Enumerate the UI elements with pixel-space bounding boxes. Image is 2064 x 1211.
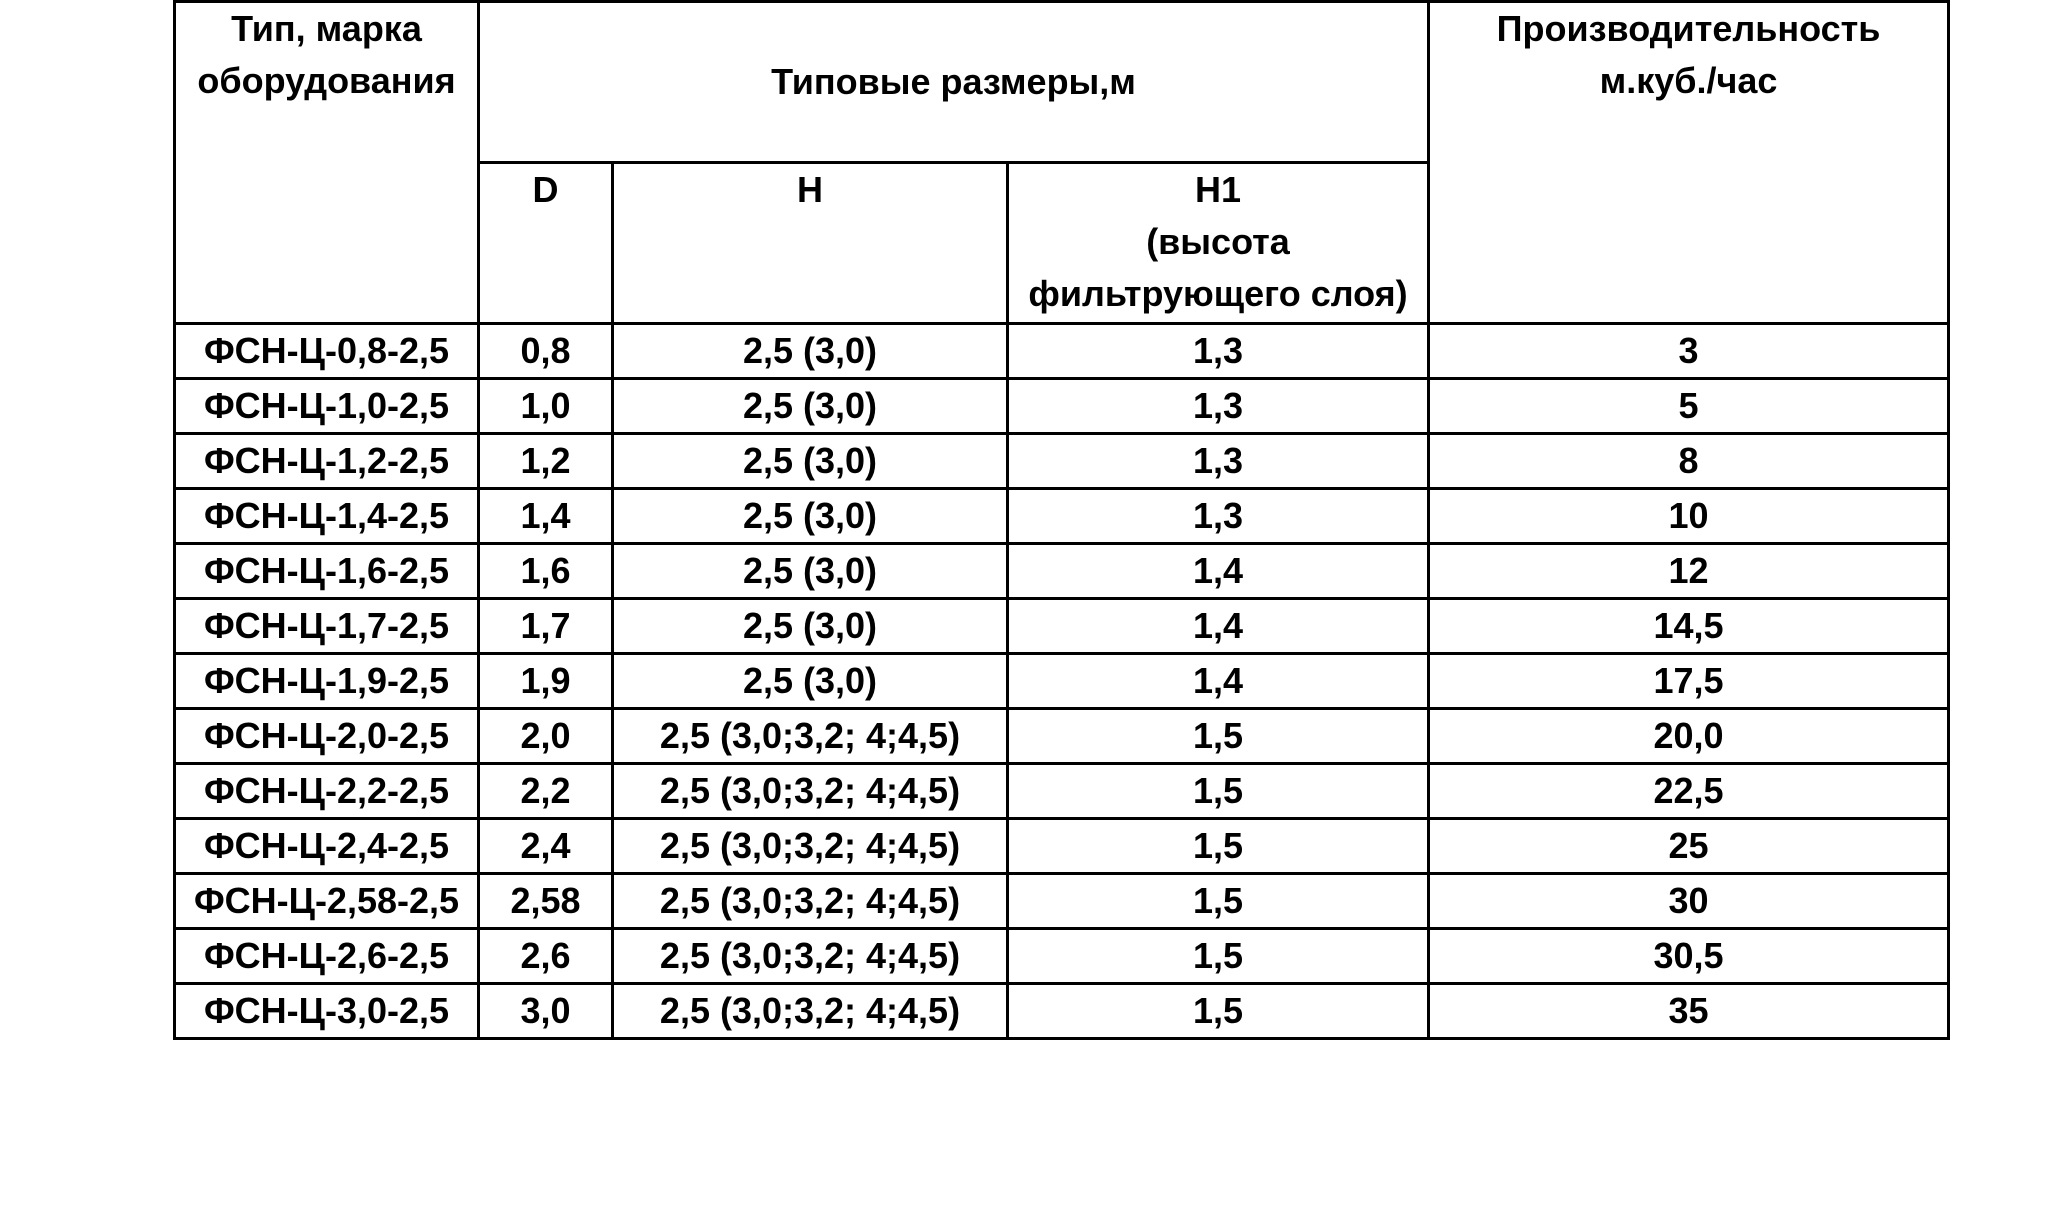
table-row (175, 929, 1949, 984)
cell-model: ФСН-Ц-3,0-2,5 (175, 984, 479, 1039)
table-row (175, 599, 1949, 654)
cell-model: ФСН-Ц-1,7-2,5 (175, 599, 479, 654)
header-perf-line2: м.куб./час (1599, 60, 1778, 101)
header-equipment-type (175, 2, 479, 324)
table-row (175, 489, 1949, 544)
cell-performance: 12 (1429, 544, 1949, 599)
cell-height: 2,5 (3,0;3,2; 4;4,5) (613, 819, 1008, 874)
cell-diameter: 3,0 (479, 984, 613, 1039)
cell-height: 2,5 (3,0) (613, 544, 1008, 599)
cell-performance: 14,5 (1429, 599, 1949, 654)
cell-height: 2,5 (3,0) (613, 489, 1008, 544)
header-row-top (175, 2, 1949, 163)
cell-filter-height: 1,3 (1008, 434, 1429, 489)
header-type-line2: оборудования (197, 60, 456, 101)
table-row (175, 379, 1949, 434)
cell-filter-height: 1,3 (1008, 324, 1429, 379)
table-row (175, 819, 1949, 874)
cell-model: ФСН-Ц-2,6-2,5 (175, 929, 479, 984)
cell-diameter: 1,6 (479, 544, 613, 599)
cell-filter-height: 1,4 (1008, 599, 1429, 654)
cell-model: ФСН-Ц-0,8-2,5 (175, 324, 479, 379)
cell-filter-height: 1,5 (1008, 819, 1429, 874)
cell-filter-height: 1,5 (1008, 984, 1429, 1039)
cell-diameter: 1,2 (479, 434, 613, 489)
cell-height: 2,5 (3,0) (613, 379, 1008, 434)
cell-height: 2,5 (3,0) (613, 654, 1008, 709)
cell-height: 2,5 (3,0;3,2; 4;4,5) (613, 984, 1008, 1039)
cell-diameter: 1,4 (479, 489, 613, 544)
cell-model: ФСН-Ц-2,58-2,5 (175, 874, 479, 929)
cell-performance: 30 (1429, 874, 1949, 929)
cell-height: 2,5 (3,0;3,2; 4;4,5) (613, 709, 1008, 764)
header-h1-line3: фильтрующего слоя) (1028, 273, 1408, 314)
cell-diameter: 2,4 (479, 819, 613, 874)
cell-diameter: 0,8 (479, 324, 613, 379)
cell-filter-height: 1,3 (1008, 379, 1429, 434)
cell-filter-height: 1,4 (1008, 654, 1429, 709)
table-row (175, 984, 1949, 1039)
cell-filter-height: 1,3 (1008, 489, 1429, 544)
cell-diameter: 2,58 (479, 874, 613, 929)
cell-height: 2,5 (3,0;3,2; 4;4,5) (613, 764, 1008, 819)
cell-model: ФСН-Ц-2,2-2,5 (175, 764, 479, 819)
cell-model: ФСН-Ц-1,4-2,5 (175, 489, 479, 544)
cell-filter-height: 1,5 (1008, 874, 1429, 929)
header-h1-line2: (высота (1146, 221, 1290, 262)
header-perf-line1: Производительность (1496, 8, 1881, 49)
cell-performance: 30,5 (1429, 929, 1949, 984)
cell-height: 2,5 (3,0) (613, 434, 1008, 489)
cell-filter-height: 1,5 (1008, 929, 1429, 984)
cell-performance: 25 (1429, 819, 1949, 874)
cell-height: 2,5 (3,0) (613, 324, 1008, 379)
header-type-line1: Тип, марка (231, 8, 422, 49)
cell-performance: 3 (1429, 324, 1949, 379)
cell-performance: 17,5 (1429, 654, 1949, 709)
cell-model: ФСН-Ц-1,6-2,5 (175, 544, 479, 599)
cell-performance: 35 (1429, 984, 1949, 1039)
table-row (175, 544, 1949, 599)
cell-model: ФСН-Ц-1,2-2,5 (175, 434, 479, 489)
cell-diameter: 1,0 (479, 379, 613, 434)
cell-model: ФСН-Ц-2,4-2,5 (175, 819, 479, 874)
table-row (175, 874, 1949, 929)
header-filter-height (1008, 163, 1429, 324)
header-diameter: D (479, 163, 613, 324)
cell-height: 2,5 (3,0;3,2; 4;4,5) (613, 929, 1008, 984)
cell-model: ФСН-Ц-2,0-2,5 (175, 709, 479, 764)
header-typical-dimensions: Типовые размеры,м (479, 2, 1429, 163)
cell-performance: 10 (1429, 489, 1949, 544)
cell-filter-height: 1,5 (1008, 764, 1429, 819)
header-h1-line1: H1 (1195, 169, 1242, 210)
cell-diameter: 2,6 (479, 929, 613, 984)
header-performance (1429, 2, 1949, 324)
header-height: H (613, 163, 1008, 324)
table-row (175, 709, 1949, 764)
cell-performance: 5 (1429, 379, 1949, 434)
cell-height: 2,5 (3,0) (613, 599, 1008, 654)
table-row (175, 324, 1949, 379)
equipment-spec-table (173, 0, 1950, 1040)
cell-model: ФСН-Ц-1,9-2,5 (175, 654, 479, 709)
cell-diameter: 2,2 (479, 764, 613, 819)
table-row (175, 654, 1949, 709)
cell-filter-height: 1,5 (1008, 709, 1429, 764)
cell-performance: 22,5 (1429, 764, 1949, 819)
cell-height: 2,5 (3,0;3,2; 4;4,5) (613, 874, 1008, 929)
cell-performance: 8 (1429, 434, 1949, 489)
cell-filter-height: 1,4 (1008, 544, 1429, 599)
cell-model: ФСН-Ц-1,0-2,5 (175, 379, 479, 434)
table-body (175, 324, 1949, 1039)
cell-diameter: 1,9 (479, 654, 613, 709)
table-row (175, 434, 1949, 489)
table-row (175, 764, 1949, 819)
cell-performance: 20,0 (1429, 709, 1949, 764)
table-header (175, 2, 1949, 324)
cell-diameter: 2,0 (479, 709, 613, 764)
cell-diameter: 1,7 (479, 599, 613, 654)
